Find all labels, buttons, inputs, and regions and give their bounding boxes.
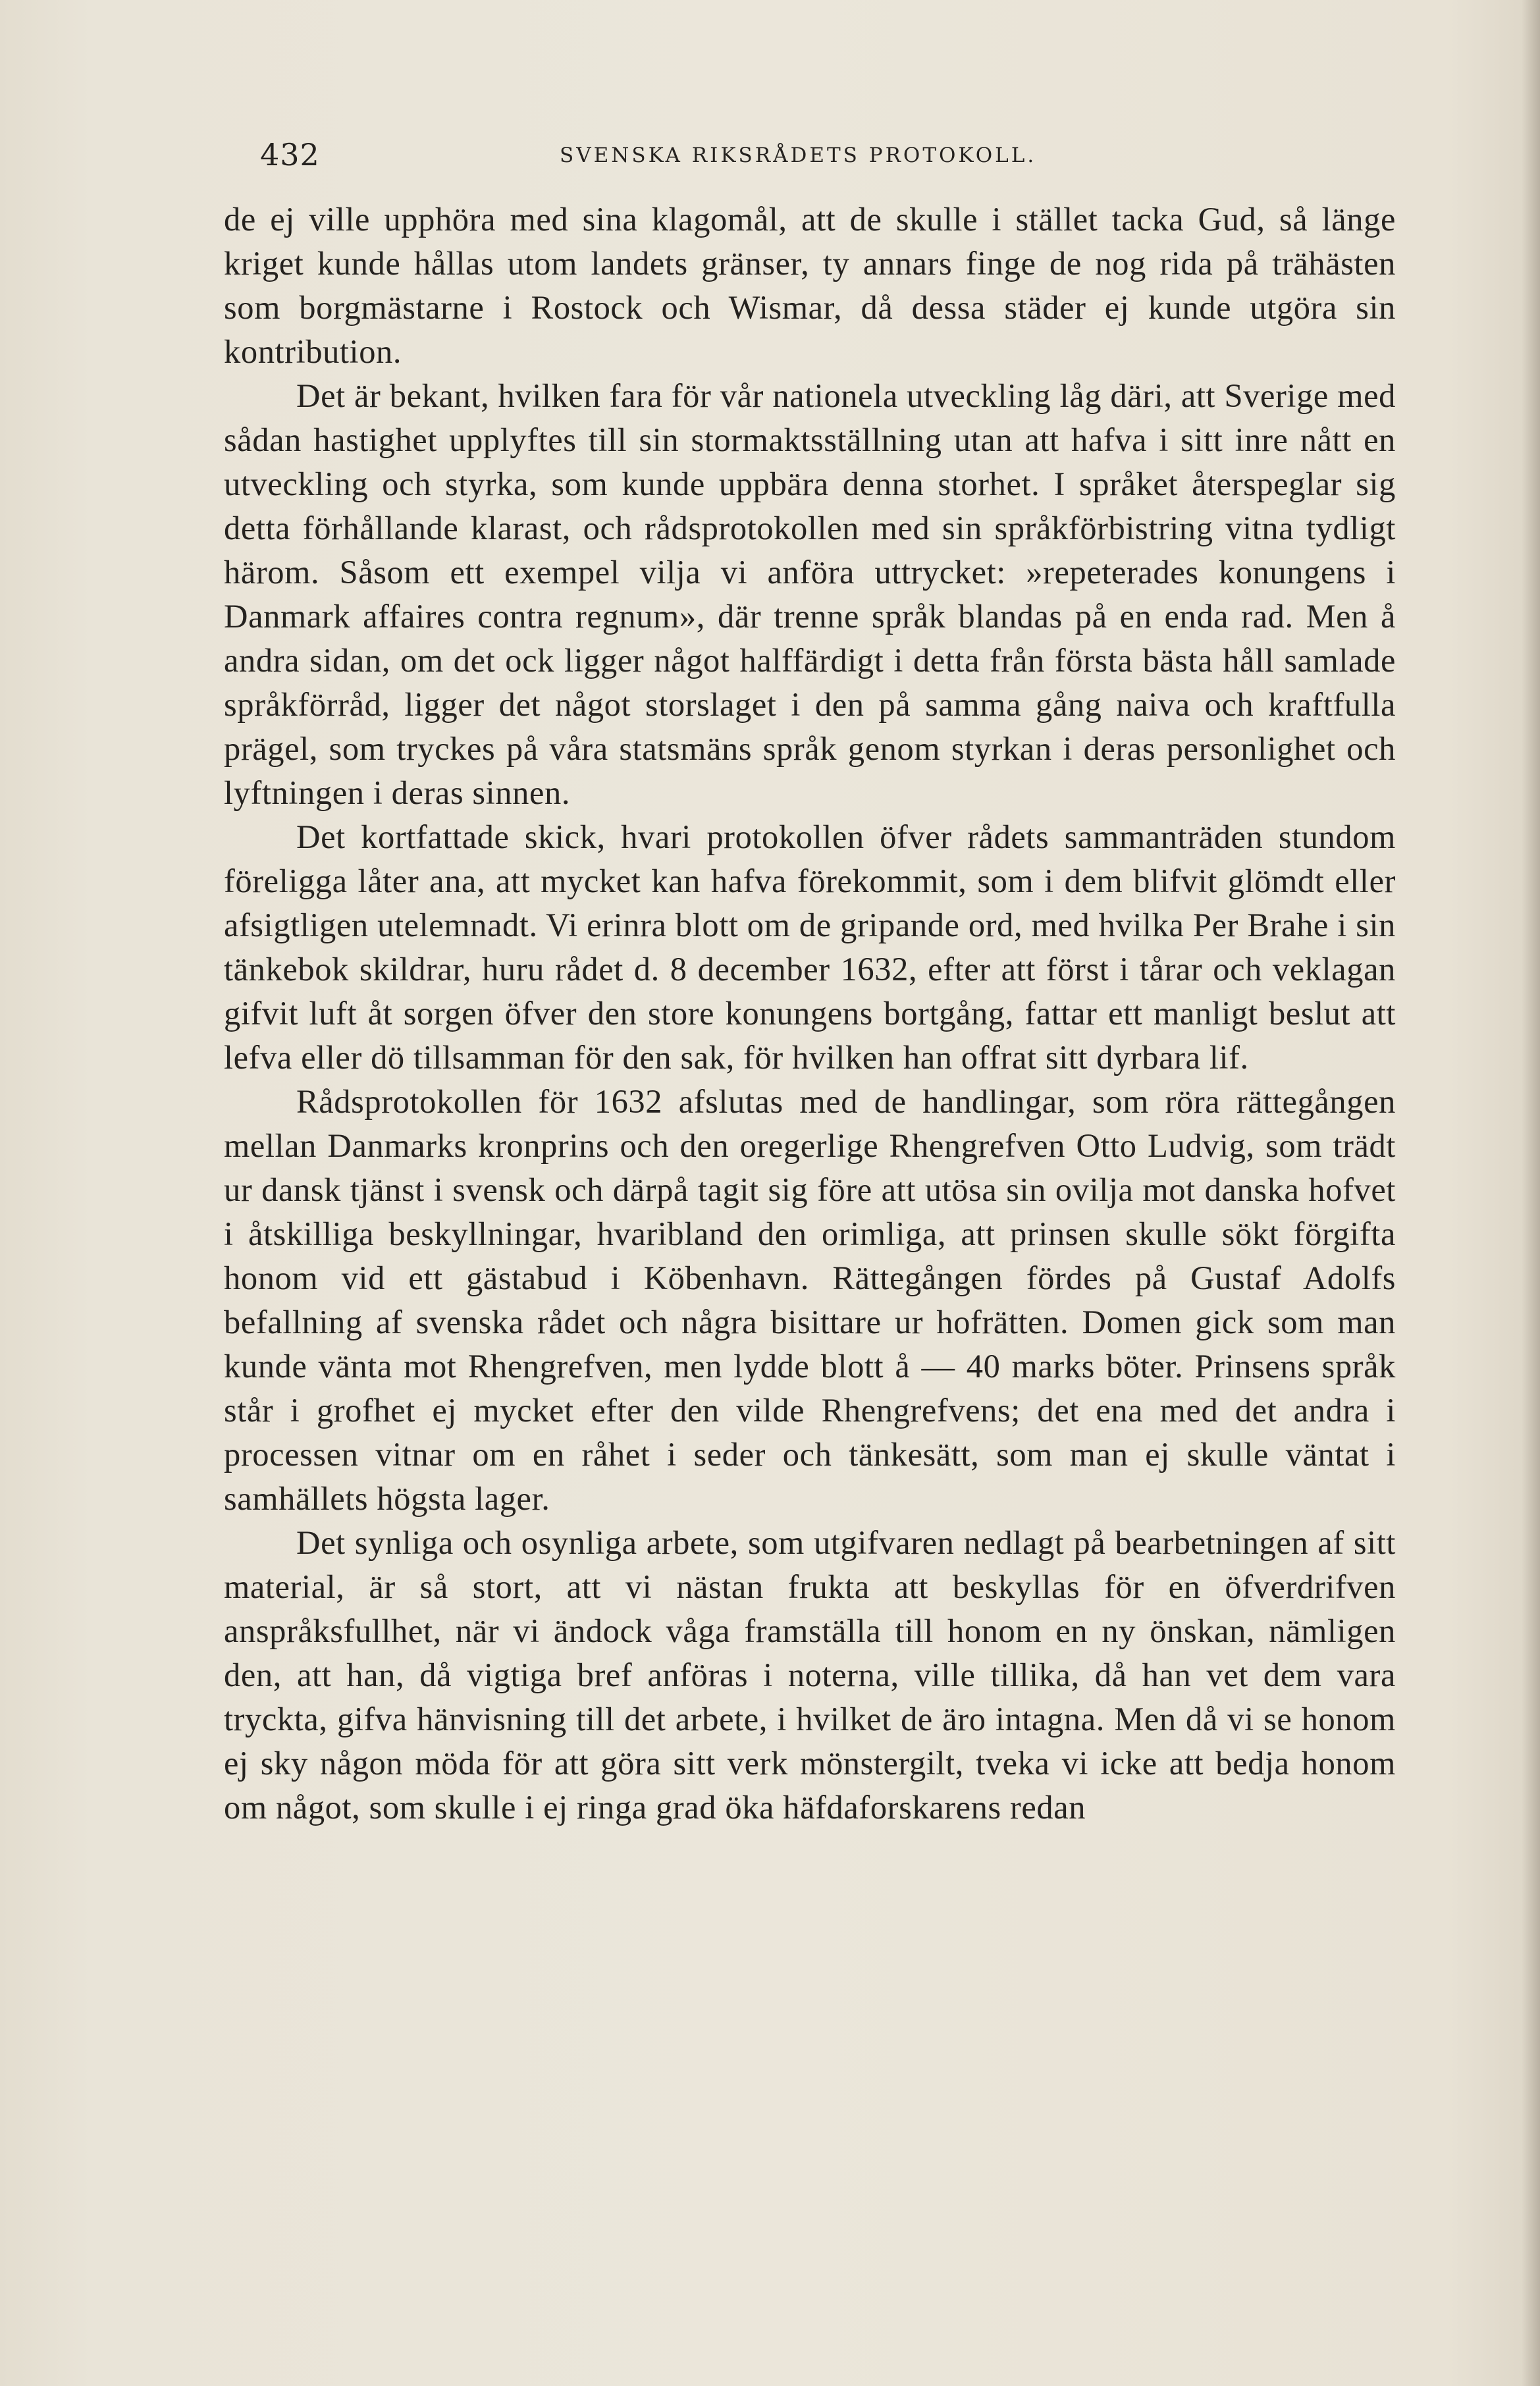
body-text [224,198,1396,1830]
page-number: 432 [260,137,320,172]
paragraph-editor-work: Det synliga och osynliga arbete, som utgifvaren nedlagt på bearbetningen af sitt material, är så stort, att vi nästan frukta att beskyllas för en öfverdrifven anspråksfullhet, när vi ändock våga framställa till honom en ny önskan, nämligen den, att han, då vigtiga bref anföras i noterna, ville tillika, då han vet dem vara tryckta, gifva hänvisning till det arbete, i hvilket de äro intagna. Men då vi se honom ej sky någon möda för att göra sitt verk mönstergilt, tveka vi icke att bedja honom om något, som skulle i ej ringa grad öka häfdaforskarens redan [224,1524,1396,1826]
paragraph-language-development: Det är bekant, hvilken fara för vår nationela utveckling låg däri, att Sverige med sådan hastighet upplyftes till sin stormaktsställning utan att hafva i sitt inre nått en utveckling och styrka, som kunde uppbära denna storhet. I språket återspeglar sig detta förhållande klarast, och rådsprotokollen med sin språkförbistring vitna tydligt härom. Såsom ett exempel vilja vi anföra uttrycket: »repeterades konungens i Danmark affaires contra regnum», där trenne språk blandas på en enda rad. Men å andra sidan, om det ock ligger något halffärdigt i detta från första bästa håll samlade språkförråd, ligger det något storslaget i den på samma gång naiva och kraftfulla prägel, som tryckes på våra statsmäns språk genom styrkan i deras personlighet och lyftningen i deras sinnen. [224,377,1396,811]
page-header [224,132,1396,178]
paragraph-trial: Rådsprotokollen för 1632 afslutas med de handlingar, som röra rättegången mellan Danmarks kronprins och den oregerlige Rhengrefven Otto Ludvig, som trädt ur dansk tjänst i svensk och därpå tagit sig före att utösa sin ovilja mot danska hofvet i åtskilliga beskyllningar, hvaribland den orimliga, att prinsen skulle sökt förgifta honom vid ett gästabud i Köbenhavn. Rättegången fördes på Gustaf Adolfs befallning af svenska rådet och några bisittare ur hofrätten. Domen gick som man kunde vänta mot Rhengrefven, men lydde blott å — 40 marks böter. Prinsens språk står i grofhet ej mycket efter den vilde Rhengrefvens; det ena med det andra i processen vitnar om en råhet i seder och tänkesätt, som man ej skulle väntat i samhällets högsta lager. [224,1083,1396,1517]
page-edge-shadow [1522,0,1540,2386]
running-title: SVENSKA RIKSRÅDETS PROTOKOLL. [560,144,1037,167]
paragraph-continuation: de ej ville upphöra med sina klagomål, att de skulle i stället tacka Gud, så länge kriget kunde hållas utom landets gränser, ty annars finge de nog rida på trähästen som borgmästarne i Rostock och Wismar, då dessa städer ej kunde utgöra sin kontribution. [224,201,1396,370]
paragraph-protocol-brevity: Det kortfattade skick, hvari protokollen öfver rådets sammanträden stundom föreligga låter ana, att mycket kan hafva förekommit, som i dem blifvit glömdt eller afsigtligen utelemnadt. Vi erinra blott om de gripande ord, med hvilka Per Brahe i sin tänkebok skildrar, huru rådet d. 8 december 1632, efter att först i tårar och veklagan gifvit luft åt sorgen öfver den store konungens bortgång, fattar ett manligt beslut att lefva eller dö tillsamman för den sak, för hvilken han offrat sitt dyrbara lif. [224,818,1396,1076]
